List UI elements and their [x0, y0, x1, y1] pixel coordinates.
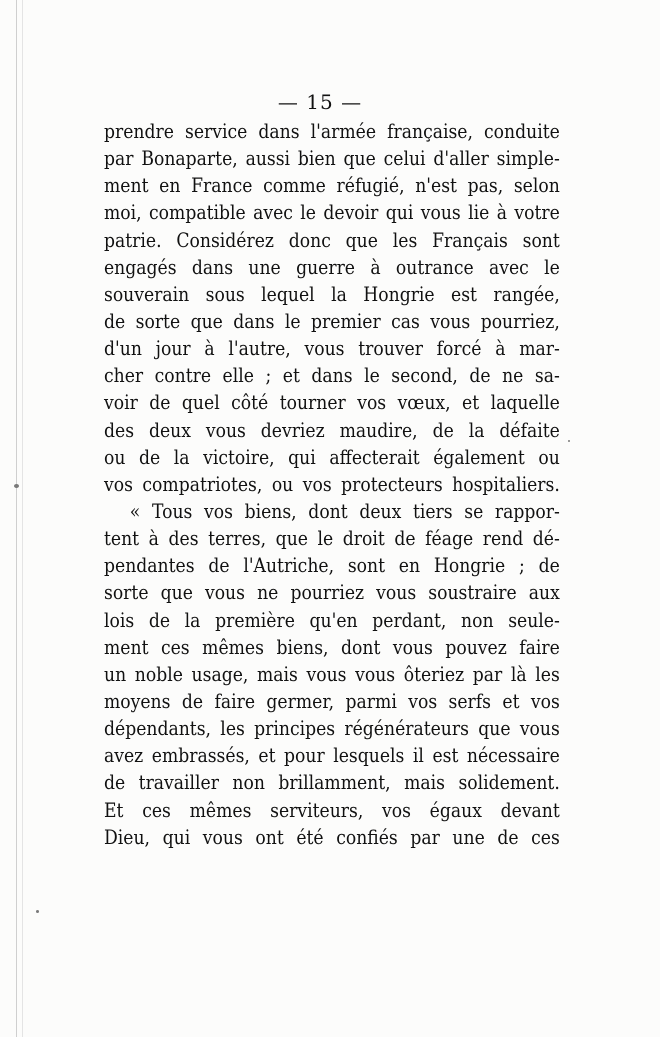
- text-line: pendantes de l'Autriche, sont en Hongrie ; de: [104, 553, 560, 578]
- text-line: vos compatriotes, ou vos protecteurs hospitaliers.: [104, 471, 560, 496]
- text-line: Et ces mêmes serviteurs, vos égaux devant: [104, 797, 560, 822]
- ink-speck: [36, 910, 39, 913]
- text-line: d'un jour à l'autre, vous trouver forcé à mar-: [104, 336, 560, 361]
- text-line: « Tous vos biens, dont deux tiers se rappor-: [129, 498, 560, 523]
- text-line: patrie. Considérez donc que les Français sont: [104, 227, 560, 252]
- text-line: des deux vous devriez maudire, de la défaite: [104, 417, 560, 442]
- text-line: Dieu, qui vous ont été confiés par une de ces: [104, 824, 560, 849]
- page-number: — 15 —: [277, 90, 363, 114]
- text-line: lois de la première qu'en perdant, non seule-: [104, 607, 560, 632]
- paragraph: [104, 118, 560, 498]
- text-line: ou de la victoire, qui affecterait également ou: [104, 444, 560, 469]
- text-line: tent à des terres, que le droit de féage rend dé-: [104, 526, 560, 551]
- page-edge-line-secondary: [22, 0, 23, 1037]
- text-line: moi, compatible avec le devoir qui vous lie à votre: [104, 200, 560, 225]
- text-line: sorte que vous ne pourriez vous soustraire aux: [104, 580, 560, 605]
- text-line: cher contre elle ; et dans le second, de ne sa-: [104, 363, 560, 388]
- text-line: ment en France comme réfugié, n'est pas, selon: [104, 173, 560, 198]
- text-line: de sorte que dans le premier cas vous pourriez,: [104, 308, 560, 333]
- text-line: prendre service dans l'armée française, conduite: [104, 119, 560, 143]
- text-line: avez embrassés, et pour lesquels il est nécessaire: [104, 743, 560, 768]
- paragraph: [104, 498, 560, 851]
- text-line: dépendants, les principes régénérateurs que vous: [104, 716, 560, 741]
- ink-speck: [568, 440, 570, 442]
- page-edge-line: [16, 0, 17, 1037]
- text-line: ment ces mêmes biens, dont vous pouvez faire: [104, 634, 560, 659]
- text-line: souverain sous lequel la Hongrie est rangée,: [104, 281, 560, 306]
- text-line: un noble usage, mais vous vous ôteriez par là les: [104, 661, 560, 686]
- text-line: moyens de faire germer, parmi vos serfs et vos: [104, 688, 560, 713]
- body-text: [104, 118, 560, 851]
- text-line: par Bonaparte, aussi bien que celui d'aller simple-: [104, 146, 560, 171]
- ink-speck: [14, 484, 19, 488]
- text-line: engagés dans une guerre à outrance avec le: [104, 254, 560, 279]
- text-line: voir de quel côté tourner vos vœux, et laquelle: [104, 390, 560, 415]
- text-line: de travailler non brillamment, mais solidement.: [104, 770, 560, 795]
